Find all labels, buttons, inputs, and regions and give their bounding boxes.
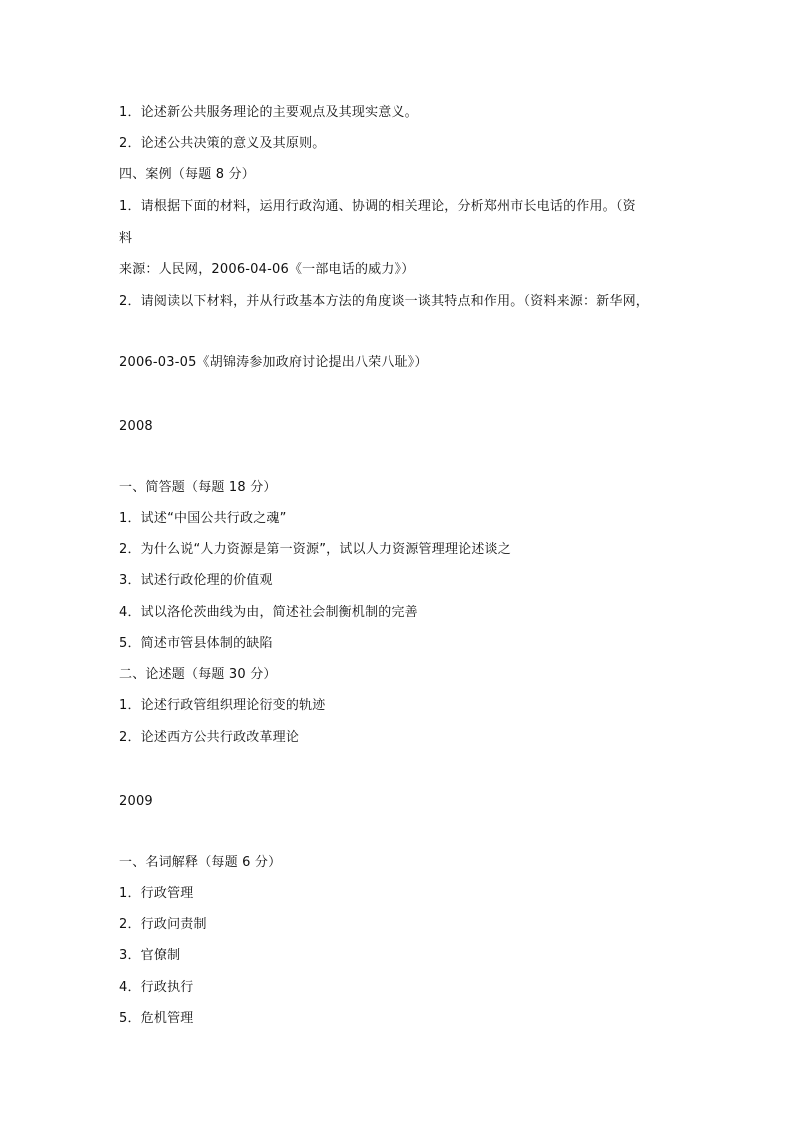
question-line: 1．论述行政管组织理论衍变的轨迹 bbox=[119, 698, 326, 713]
question-line: 5．危机管理 bbox=[119, 1011, 194, 1026]
question-line: 1．行政管理 bbox=[119, 886, 194, 901]
question-line: 2．行政问责制 bbox=[119, 917, 207, 932]
question-line: 4．试以洛伦茨曲线为由，简述社会制衡机制的完善 bbox=[119, 605, 418, 620]
question-line: 2．请阅读以下材料，并从行政基本方法的角度谈一谈其特点和作用。（资料来源：新华网， bbox=[119, 294, 649, 309]
section-heading: 二、论述题（每题 30 分） bbox=[119, 667, 277, 682]
question-line: 5．简述市管县体制的缺陷 bbox=[119, 636, 273, 651]
question-line: 4．行政执行 bbox=[119, 980, 194, 995]
question-line: 2．为什么说“人力资源是第一资源”，试以人力资源管理理论述谈之 bbox=[119, 542, 511, 557]
question-line: 3．官僚制 bbox=[119, 948, 181, 963]
section-heading: 四、案例（每题 8 分） bbox=[119, 167, 255, 182]
year-heading: 2008 bbox=[119, 419, 153, 434]
question-line: 1．论述新公共服务理论的主要观点及其现实意义。 bbox=[119, 105, 418, 120]
question-line: 来源：人民网，2006-04-06《一部电话的威力》） bbox=[119, 262, 415, 277]
question-line: 1．试述“中国公共行政之魂” bbox=[119, 511, 287, 526]
question-line: 2．论述西方公共行政改革理论 bbox=[119, 730, 300, 745]
section-heading: 一、名词解释（每题 6 分） bbox=[119, 855, 282, 870]
question-line: 3．试述行政伦理的价值观 bbox=[119, 573, 273, 588]
year-heading: 2009 bbox=[119, 794, 153, 809]
question-line: 1．请根据下面的材料，运用行政沟通、协调的相关理论，分析郑州市长电话的作用。（资 bbox=[119, 199, 636, 214]
question-line: 料 bbox=[119, 231, 133, 246]
section-heading: 一、简答题（每题 18 分） bbox=[119, 480, 277, 495]
question-line: 2006-03-05《胡锦涛参加政府讨论提出八荣八耻》） bbox=[119, 355, 428, 370]
question-line: 2．论述公共决策的意义及其原则。 bbox=[119, 136, 326, 151]
